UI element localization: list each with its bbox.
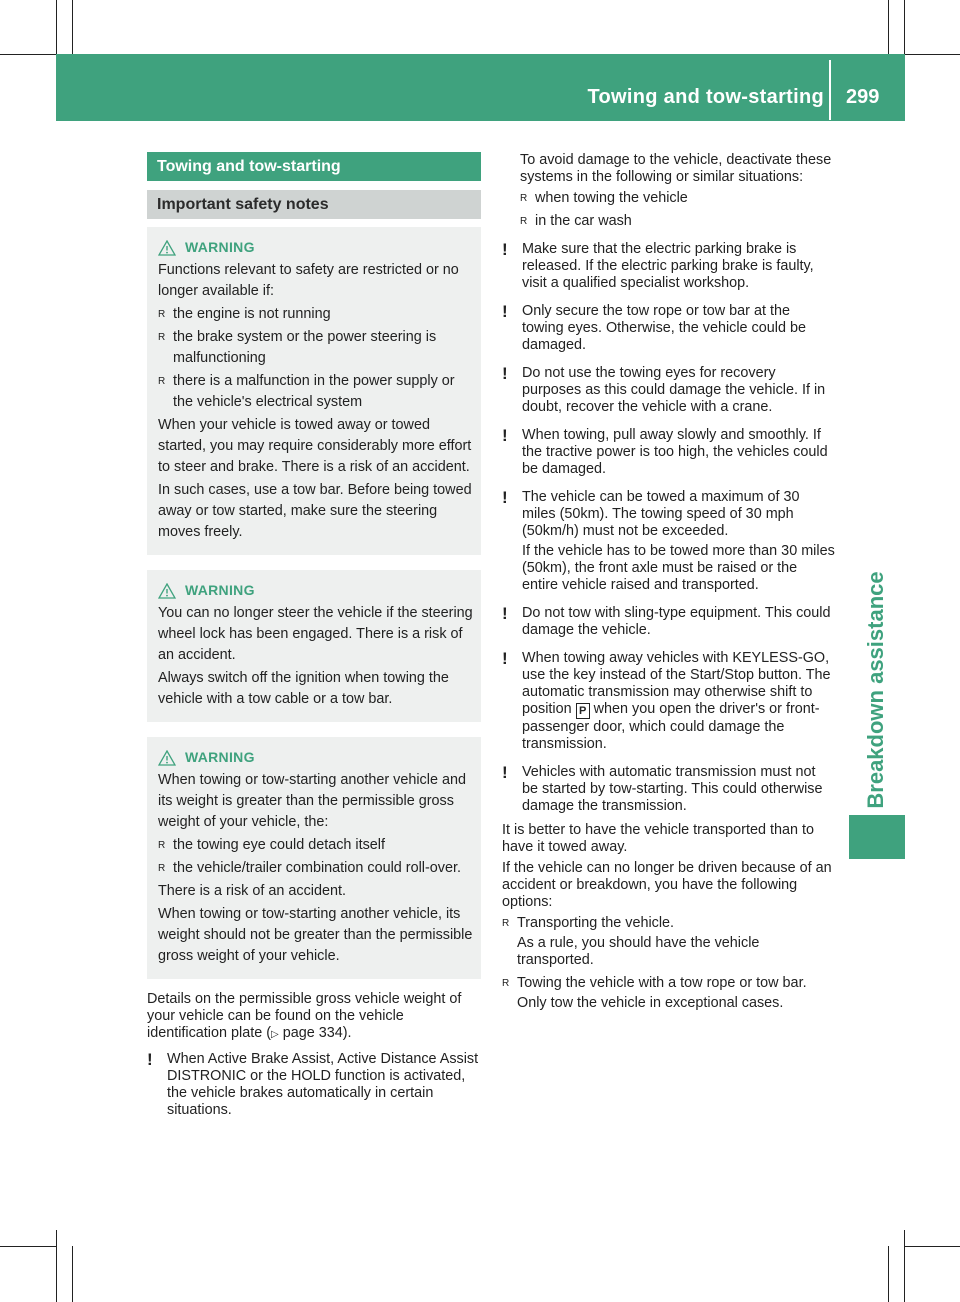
notice-icon: !	[502, 649, 508, 668]
body-text: It is better to have the vehicle transported than to have it towed away.	[502, 822, 814, 855]
crop-mark	[904, 1230, 905, 1302]
details-text	[147, 991, 481, 1043]
notice-item	[502, 427, 835, 481]
notice-text: Do not tow with sling-type equipment. This could damage the vehicle.	[522, 605, 831, 638]
list-item	[158, 858, 473, 879]
notice-item	[502, 303, 835, 357]
details-text-end: ).	[342, 1025, 352, 1041]
list-item	[158, 304, 473, 325]
section-title: Towing and tow-starting	[147, 152, 481, 181]
list-item-subtext: As a rule, you should have the vehicle transported.	[517, 935, 760, 968]
bullet-icon: R	[520, 193, 528, 204]
list-item-text: the towing eye could detach itself	[173, 837, 385, 853]
notice-text	[522, 650, 835, 753]
bullet-icon: R	[520, 216, 528, 227]
notice-item	[502, 241, 835, 295]
warning-text: Functions relevant to safety are restricted or no longer available if:	[158, 262, 459, 299]
notice-icon: !	[502, 364, 508, 383]
list-item-text: the brake system or the power steering is malfunctioning	[173, 329, 437, 366]
warning-text: You can no longer steer the vehicle if the steering wheel lock has been engaged. There is a risk of an accident.	[158, 605, 473, 663]
warning-text: In such cases, use a tow bar. Before being towed away or tow started, make sure the steering moves freely.	[158, 482, 472, 540]
bullet-icon: R	[158, 309, 166, 320]
details-text-start: Details on the permissible gross vehicle weight of your vehicle can be found on the vehicle identification plate (	[147, 991, 462, 1041]
crop-mark	[905, 54, 960, 55]
bullet-icon: R	[158, 840, 166, 851]
list-item-text: when towing the vehicle	[535, 190, 688, 206]
crop-mark	[905, 1246, 960, 1247]
list-item	[158, 327, 473, 369]
warning-text: When towing or tow-starting another vehicle, its weight should not be greater than the permissible gross weight of your vehicle.	[158, 906, 473, 964]
warning-label: WARNING	[185, 582, 255, 598]
notice-text: When Active Brake Assist, Active Distance Assist DISTRONIC or the HOLD function is activated, the vehicle brakes automatically in certain situations.	[167, 1051, 479, 1118]
right-column	[502, 152, 835, 1018]
list-item-text: the vehicle/trailer combination could roll-over.	[173, 860, 461, 876]
bullet-icon: R	[158, 332, 166, 343]
crop-mark	[56, 1230, 57, 1302]
intro-block	[502, 152, 835, 233]
warning-text: When towing or tow-starting another vehicle and its weight is greater than the permissible gross weight of your vehicle, the:	[158, 772, 466, 830]
list-item	[502, 915, 835, 972]
side-tab-marker	[849, 815, 905, 859]
notice-item	[502, 605, 835, 642]
notice-text: The vehicle can be towed a maximum of 30 miles (50km). The towing speed of 30 mph (50km/h) must not be exceeded.	[522, 489, 800, 539]
warning-label: WARNING	[185, 749, 255, 765]
notice-item	[147, 1051, 481, 1122]
header-separator	[829, 60, 831, 120]
notice-item	[502, 365, 835, 419]
warning-box	[147, 227, 481, 555]
list-item	[520, 213, 835, 233]
warning-text: Always switch off the ignition when towing the vehicle with a tow cable or a tow bar.	[158, 670, 449, 707]
bullet-icon: R	[158, 863, 166, 874]
side-tab-label: Breakdown assistance	[863, 571, 888, 809]
warning-text: When your vehicle is towed away or towed started, you may require considerably more effort to steer and brake. There is a risk of an accident.	[158, 417, 472, 475]
warning-header	[158, 237, 473, 258]
options-block	[502, 822, 835, 1015]
bullet-icon: R	[502, 978, 510, 989]
crop-mark	[888, 1246, 889, 1302]
list-item-text: the engine is not running	[173, 306, 331, 322]
notice-item	[502, 489, 835, 597]
warning-text: There is a risk of an accident.	[158, 883, 346, 899]
notice-text: Make sure that the electric parking brake is released. If the electric parking brake is faulty, visit a qualified specialist workshop.	[522, 241, 814, 291]
list-item	[158, 835, 473, 856]
warning-box	[147, 737, 481, 979]
bullet-icon: R	[502, 918, 510, 929]
crop-mark	[0, 1246, 56, 1247]
crop-mark	[904, 0, 905, 54]
page-ref-arrow-icon: ▷	[271, 1029, 279, 1040]
intro-text: To avoid damage to the vehicle, deactivate these systems in the following or similar situations:	[520, 152, 832, 185]
park-position-key-icon: P	[576, 703, 590, 719]
list-item-subtext: Only tow the vehicle in exceptional cases.	[517, 995, 784, 1011]
notice-text: Only secure the tow rope or tow bar at the towing eyes. Otherwise, the vehicle could be damaged.	[522, 303, 806, 353]
warning-label: WARNING	[185, 239, 255, 255]
list-item-text: Transporting the vehicle.	[517, 915, 675, 931]
page-reference-link[interactable]: page 334	[282, 1025, 343, 1041]
notice-text: Vehicles with automatic transmission must not be started by tow-starting. This could otherwise damage the transmission.	[522, 764, 823, 814]
details-paragraph	[147, 991, 481, 1043]
left-column	[147, 152, 481, 1126]
list-item	[158, 371, 473, 413]
warning-header	[158, 747, 473, 768]
page-number: 299	[846, 86, 880, 108]
notice-icon: !	[502, 763, 508, 782]
crop-mark	[72, 0, 73, 54]
warning-triangle-icon	[158, 750, 176, 766]
notice-text: If the vehicle has to be towed more than 30 miles (50km), the front axle must be raised or the entire vehicle raised and transported.	[522, 543, 835, 593]
crop-mark	[0, 54, 56, 55]
warning-header	[158, 580, 473, 601]
list-item-text: there is a malfunction in the power supply or the vehicle's electrical system	[173, 373, 455, 410]
notice-text: When towing, pull away slowly and smoothly. If the tractive power is too high, the vehicles could be damaged.	[522, 427, 828, 477]
notice-icon: !	[502, 604, 508, 623]
crop-mark	[888, 0, 889, 54]
notice-icon: !	[502, 302, 508, 321]
list-item-text: in the car wash	[535, 213, 632, 229]
notice-item	[502, 650, 835, 756]
warning-triangle-icon	[158, 583, 176, 599]
keyless-text-start: When towing away vehicles with KEYLESS-GO, use the key instead of the Start/Stop button. The automatic transmission may otherwise shift to position	[522, 650, 831, 717]
page-header-title: Towing and tow-starting	[587, 86, 824, 108]
list-item	[520, 190, 835, 210]
warning-box	[147, 570, 481, 722]
notice-icon: !	[502, 240, 508, 259]
subsection-title: Important safety notes	[147, 190, 481, 219]
bullet-icon: R	[158, 376, 166, 387]
keyless-text-end: when you open the driver's or front-passenger door, which could damage the transmission.	[522, 701, 820, 752]
notice-text: Do not use the towing eyes for recovery purposes as this could damage the vehicle. If in doubt, recover the vehicle with a crane.	[522, 365, 826, 415]
warning-triangle-icon	[158, 240, 176, 256]
notice-icon: !	[147, 1050, 153, 1069]
body-text: If the vehicle can no longer be driven because of an accident or breakdown, you have the following options:	[502, 860, 832, 910]
list-item-text: Towing the vehicle with a tow rope or tow bar.	[517, 975, 807, 991]
crop-mark	[56, 0, 57, 54]
notice-icon: !	[502, 426, 508, 445]
notice-icon: !	[502, 488, 508, 507]
notice-item	[502, 764, 835, 818]
list-item	[502, 975, 835, 1015]
crop-mark	[72, 1246, 73, 1302]
